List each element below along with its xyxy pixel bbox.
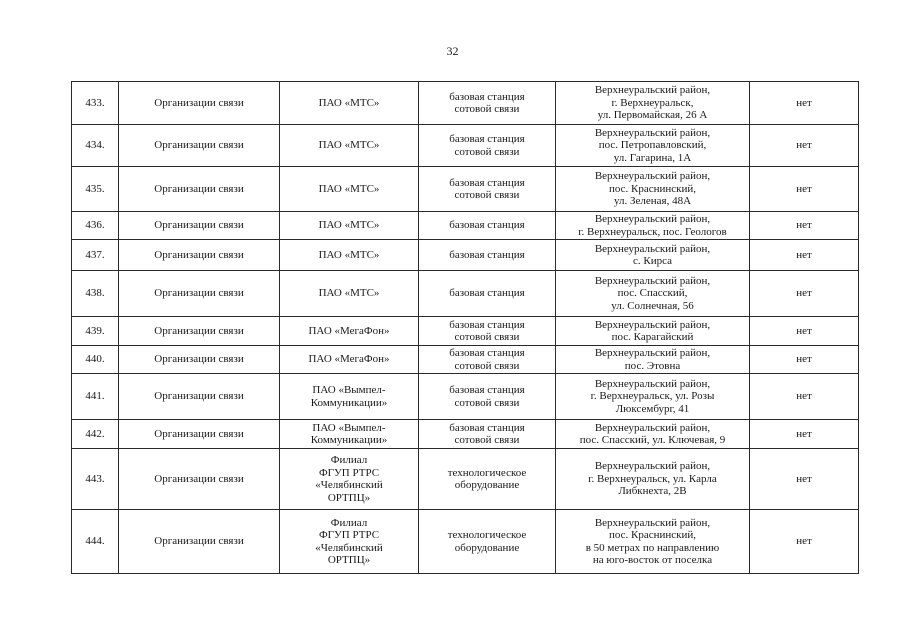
object-cell-line: базовая станция xyxy=(449,347,525,359)
organization-cell-line: ОРТПЦ» xyxy=(327,491,371,504)
address-cell xyxy=(556,82,750,125)
address-cell-line: на юго-восток от поселка xyxy=(592,554,713,566)
address-cell-line: с. Кирса xyxy=(632,255,672,267)
address-cell-line: Верхнеуральский район, xyxy=(594,377,711,390)
category-cell: Организации связи xyxy=(119,374,280,420)
table-row xyxy=(72,510,859,574)
object-cell-line: базовая станция xyxy=(449,318,525,331)
table-row xyxy=(72,167,859,212)
organization-cell-line: ПАО «Вымпел- xyxy=(312,421,386,434)
organization-cell-line: «Челябинский xyxy=(315,479,383,491)
object-cell-line: сотовой связи xyxy=(454,396,520,409)
status-cell: нет xyxy=(750,346,859,374)
row-number: 437. xyxy=(72,240,119,271)
row-number: 444. xyxy=(72,510,119,574)
object-cell xyxy=(419,449,556,510)
object-cell xyxy=(419,420,556,449)
address-cell xyxy=(556,510,750,574)
organization-cell xyxy=(280,374,419,420)
object-cell xyxy=(419,125,556,167)
object-cell-line: базовая станция xyxy=(449,176,525,189)
object-cell xyxy=(419,346,556,374)
address-cell-line: ул. Первомайская, 26 А xyxy=(597,109,708,122)
address-cell-line: Верхнеуральский район, xyxy=(594,318,711,331)
address-cell-line: Верхнеуральский район, xyxy=(594,347,711,359)
object-cell-line: базовая станция xyxy=(449,219,525,232)
object-cell-line: базовая станция xyxy=(449,384,525,396)
object-cell-line: сотовой связи xyxy=(454,189,520,201)
table-row xyxy=(72,212,859,240)
address-cell-line: Люксембург, 41 xyxy=(615,402,690,415)
table-row xyxy=(72,346,859,374)
status-cell: нет xyxy=(750,374,859,420)
category-cell: Организации связи xyxy=(119,240,280,271)
category-cell: Организации связи xyxy=(119,510,280,574)
address-cell-line: Либкнехта, 2В xyxy=(618,485,687,498)
address-cell-line: Верхнеуральский район, xyxy=(594,84,711,97)
address-cell-line: Верхнеуральский район, xyxy=(594,126,711,139)
address-cell xyxy=(556,240,750,271)
organization-cell-line: ПАО «МТС» xyxy=(318,96,380,109)
table-row xyxy=(72,271,859,317)
row-number: 435. xyxy=(72,167,119,212)
address-cell-line: г. Верхнеуральск, ул. Карла xyxy=(588,472,717,485)
address-cell xyxy=(556,212,750,240)
organization-cell xyxy=(280,82,419,125)
table-row xyxy=(72,420,859,449)
category-cell: Организации связи xyxy=(119,212,280,240)
table-body xyxy=(72,82,859,574)
address-cell-line: г. Верхнеуральск, пос. Геологов xyxy=(578,225,727,238)
object-cell xyxy=(419,317,556,346)
organization-cell xyxy=(280,125,419,167)
object-cell-line: сотовой связи xyxy=(454,434,520,446)
row-number: 439. xyxy=(72,317,119,346)
address-cell-line: Верхнеуральский район, xyxy=(594,421,711,434)
address-cell-line: Верхнеуральский район, xyxy=(594,516,711,529)
category-cell: Организации связи xyxy=(119,271,280,317)
address-cell-line: ул. Зеленая, 48А xyxy=(613,195,692,208)
organization-cell-line: Филиал xyxy=(330,454,368,466)
object-cell-line: сотовой связи xyxy=(454,359,520,372)
address-cell-line: Верхнеуральский район, xyxy=(594,213,711,225)
address-cell-line: г. Верхнеуральск, ул. Розы xyxy=(590,390,715,403)
organization-cell-line: ФГУП РТРС xyxy=(318,529,380,541)
table-row xyxy=(72,449,859,510)
address-cell xyxy=(556,317,750,346)
table-row xyxy=(72,240,859,271)
organization-cell xyxy=(280,317,419,346)
category-cell: Организации связи xyxy=(119,420,280,449)
address-cell xyxy=(556,346,750,374)
status-cell: нет xyxy=(750,82,859,125)
organization-cell-line: Филиал xyxy=(330,516,368,529)
address-cell xyxy=(556,271,750,317)
organization-cell xyxy=(280,346,419,374)
address-cell xyxy=(556,167,750,212)
row-number: 442. xyxy=(72,420,119,449)
object-cell-line: оборудование xyxy=(454,541,520,554)
status-cell: нет xyxy=(750,510,859,574)
category-cell: Организации связи xyxy=(119,346,280,374)
address-cell-line: г. Верхнеуральск, xyxy=(611,96,694,109)
registry-table xyxy=(71,81,859,574)
object-cell-line: базовая станция xyxy=(449,133,525,145)
address-cell-line: пос. Краснинский, xyxy=(608,182,697,195)
object-cell xyxy=(419,510,556,574)
address-cell-line: Верхнеуральский район, xyxy=(594,170,711,183)
address-cell-line: Верхнеуральский район, xyxy=(594,274,711,287)
organization-cell-line: ПАО «МегаФон» xyxy=(308,324,390,337)
address-cell xyxy=(556,420,750,449)
status-cell: нет xyxy=(750,125,859,167)
organization-cell xyxy=(280,510,419,574)
row-number: 443. xyxy=(72,449,119,510)
status-cell: нет xyxy=(750,240,859,271)
object-cell-line: технологическое xyxy=(447,529,527,541)
table-row xyxy=(72,125,859,167)
object-cell xyxy=(419,240,556,271)
organization-cell xyxy=(280,449,419,510)
address-cell xyxy=(556,374,750,420)
object-cell-line: сотовой связи xyxy=(454,331,520,343)
object-cell-line: базовая станция xyxy=(449,248,525,261)
row-number: 434. xyxy=(72,125,119,167)
organization-cell xyxy=(280,212,419,240)
address-cell-line: пос. Спасский, xyxy=(617,287,688,300)
object-cell-line: сотовой связи xyxy=(454,145,520,158)
category-cell: Организации связи xyxy=(119,125,280,167)
address-cell-line: пос. Краснинский, xyxy=(608,529,697,541)
object-cell-line: базовая станция xyxy=(449,287,525,300)
organization-cell-line: «Челябинский xyxy=(315,541,383,554)
status-cell: нет xyxy=(750,420,859,449)
address-cell-line: ул. Гагарина, 1А xyxy=(613,151,692,164)
address-cell-line: пос. Спасский, ул. Ключевая, 9 xyxy=(579,434,726,446)
status-cell: нет xyxy=(750,212,859,240)
category-cell: Организации связи xyxy=(119,167,280,212)
row-number: 438. xyxy=(72,271,119,317)
object-cell-line: сотовой связи xyxy=(454,103,520,115)
organization-cell-line: ПАО «МТС» xyxy=(318,182,380,195)
row-number: 436. xyxy=(72,212,119,240)
row-number: 440. xyxy=(72,346,119,374)
status-cell: нет xyxy=(750,271,859,317)
address-cell-line: пос. Петропавловский, xyxy=(598,139,707,152)
object-cell xyxy=(419,82,556,125)
organization-cell-line: ПАО «МегаФон» xyxy=(308,353,390,366)
organization-cell xyxy=(280,271,419,317)
organization-cell-line: ПАО «Вымпел- xyxy=(312,384,386,396)
status-cell: нет xyxy=(750,167,859,212)
table-row xyxy=(72,374,859,420)
table-row xyxy=(72,317,859,346)
object-cell-line: оборудование xyxy=(454,479,520,491)
organization-cell-line: ФГУП РТРС xyxy=(318,466,380,479)
status-cell: нет xyxy=(750,449,859,510)
category-cell: Организации связи xyxy=(119,449,280,510)
organization-cell-line: Коммуникации» xyxy=(310,396,388,409)
category-cell: Организации связи xyxy=(119,317,280,346)
organization-cell-line: ПАО «МТС» xyxy=(318,287,380,300)
object-cell-line: базовая станция xyxy=(449,421,525,434)
organization-cell xyxy=(280,167,419,212)
object-cell xyxy=(419,271,556,317)
category-cell: Организации связи xyxy=(119,82,280,125)
address-cell-line: ул. Солнечная, 56 xyxy=(611,299,694,312)
page-number: 32 xyxy=(446,44,459,58)
row-number: 441. xyxy=(72,374,119,420)
object-cell-line: базовая станция xyxy=(449,90,525,103)
address-cell xyxy=(556,449,750,510)
status-cell: нет xyxy=(750,317,859,346)
organization-cell-line: Коммуникации» xyxy=(310,434,388,446)
address-cell-line: в 50 метрах по направлению xyxy=(585,541,720,554)
object-cell-line: технологическое xyxy=(447,466,527,479)
address-cell-line: пос. Этовна xyxy=(624,359,681,372)
address-cell-line: Верхнеуральский район, xyxy=(594,460,711,473)
address-cell-line: Верхнеуральский район, xyxy=(594,242,711,255)
object-cell xyxy=(419,374,556,420)
organization-cell xyxy=(280,420,419,449)
organization-cell-line: ПАО «МТС» xyxy=(318,139,380,152)
address-cell xyxy=(556,125,750,167)
organization-cell-line: ПАО «МТС» xyxy=(318,248,380,261)
object-cell xyxy=(419,167,556,212)
row-number: 433. xyxy=(72,82,119,125)
organization-cell-line: ПАО «МТС» xyxy=(318,219,380,232)
address-cell-line: пос. Карагайский xyxy=(611,331,694,343)
organization-cell-line: ОРТПЦ» xyxy=(327,554,371,566)
object-cell xyxy=(419,212,556,240)
table-row xyxy=(72,82,859,125)
organization-cell xyxy=(280,240,419,271)
